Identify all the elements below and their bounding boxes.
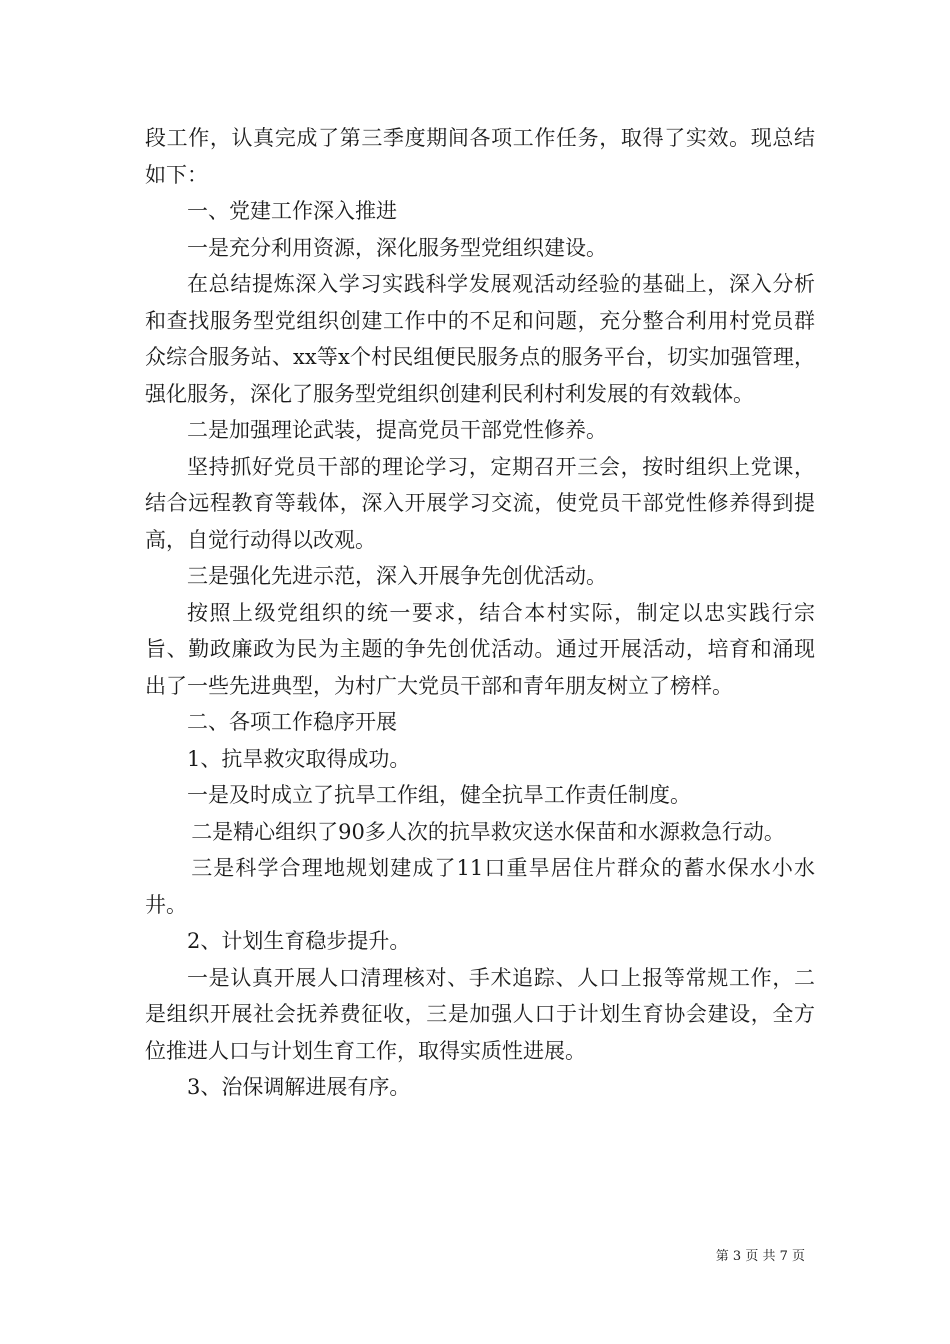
paragraph-continuation: 段工作，认真完成了第三季度期间各项工作任务，取得了实效。现总结如下： xyxy=(145,126,815,187)
subheading-service-party: 一是充分利用资源，深化服务型党组织建设。 xyxy=(187,235,607,260)
subheading-drought: 1、抗旱救灾取得成功。 xyxy=(187,746,411,771)
subheading-exemplar: 三是强化先进示范，深入开展争先创优活动。 xyxy=(187,564,607,588)
paragraph-drought-3: 三是科学合理地规划建成了11口重旱居住片群众的蓄水保水小水井。 xyxy=(145,856,815,917)
paragraph-family-planning: 一是认真开展人口清理核对、手术追踪、人口上报等常规工作，二是组织开展社会抚养费征收，三是加强人口于计划生育协会建设，全方位推进人口与计划生育工作，取得实质性进展。 xyxy=(145,965,815,1063)
paragraph-drought-2: 二是精心组织了90多人次的抗旱救灾送水保苗和水源救急行动。 xyxy=(191,819,785,844)
paragraph-theory: 坚持抓好党员干部的理论学习，定期召开三会，按时组织上党课，结合远程教育等载体，深入开展学习交流，使党员干部党性修养得到提高，自觉行动得以改观。 xyxy=(145,454,815,552)
subheading-family-planning: 2、计划生育稳步提升。 xyxy=(187,929,411,953)
subheading-mediation: 3、治保调解进展有序。 xyxy=(187,1075,411,1099)
document-body xyxy=(145,120,815,1106)
section-heading-work: 二、各项工作稳序开展 xyxy=(187,710,397,734)
paragraph-service-party: 在总结提炼深入学习实践科学发展观活动经验的基础上，深入分析和查找服务型党组织创建工作中的不足和问题，充分整合利用村党员群众综合服务站、xx等x个村民组便民服务点的服务平台，切实加强管理，强化服务，深化了服务型党组织创建利民利村利发展的有效载体。 xyxy=(145,272,815,406)
page-number: 第 3 页 共 7 页 xyxy=(715,1249,805,1264)
paragraph-drought-1: 一是及时成立了抗旱工作组，健全抗旱工作责任制度。 xyxy=(187,783,691,807)
subheading-theory: 二是加强理论武装，提高党员干部党性修养。 xyxy=(187,418,607,442)
paragraph-exemplar: 按照上级党组织的统一要求，结合本村实际，制定以忠实践行宗旨、勤政廉政为民为主题的争先创优活动。通过开展活动，培育和涌现出了一些先进典型，为村广大党员干部和青年朋友树立了榜样。 xyxy=(145,600,815,698)
section-heading-party-building: 一、党建工作深入推进 xyxy=(187,199,397,223)
